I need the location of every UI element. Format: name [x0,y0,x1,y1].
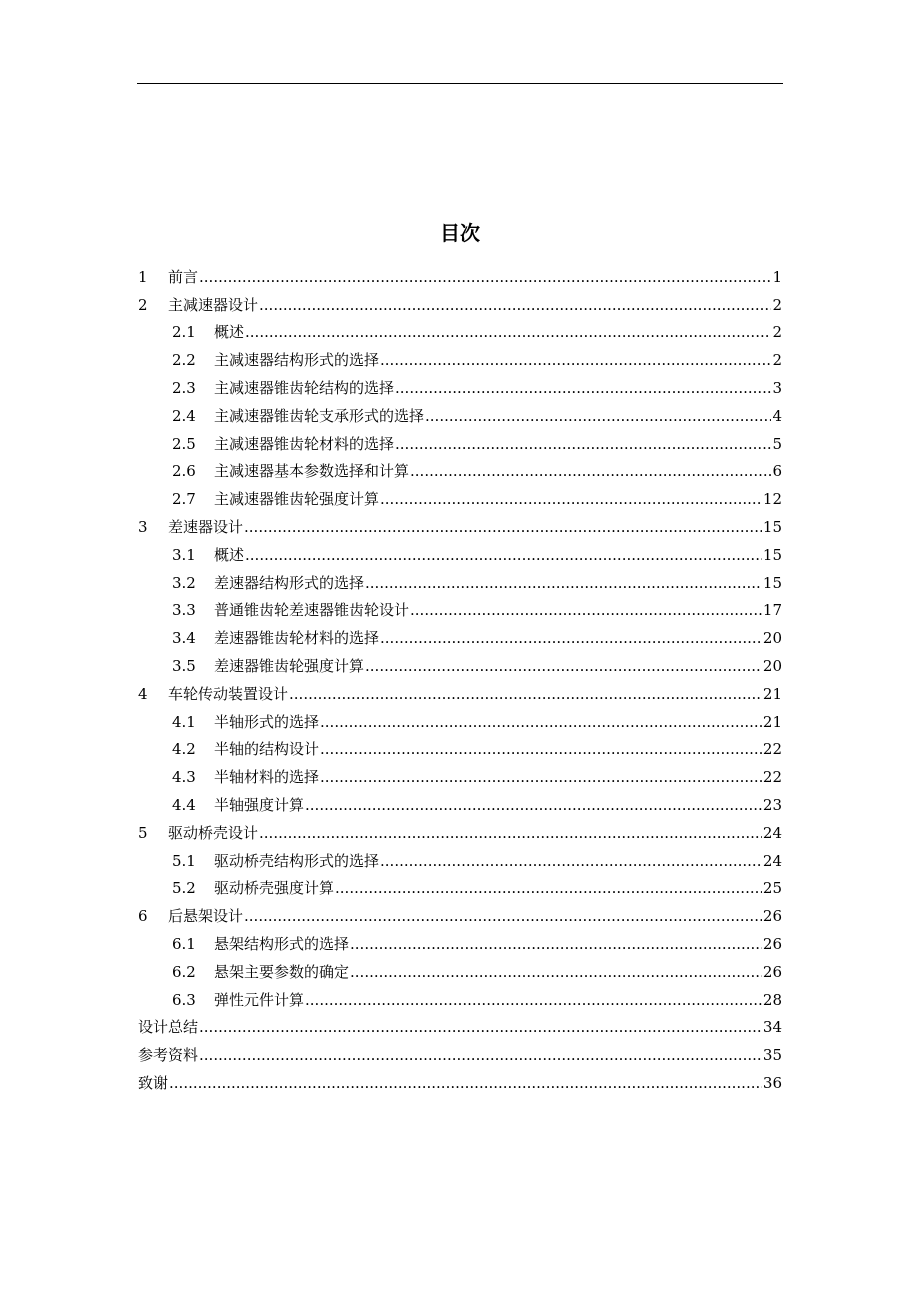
toc-entry-number: 2.5 [172,434,196,453]
toc-entry-page-number: 2 [772,323,782,342]
toc-dot-leader [380,490,762,508]
toc-dot-leader [380,852,762,870]
toc-dot-leader [350,963,762,981]
toc-entry-title: 设计总结 [138,1018,199,1037]
toc-entry[interactable] [138,953,782,981]
toc-entry-page-number: 26 [762,962,782,981]
toc-entry-page-number: 2 [772,295,782,314]
toc-entry-number: 3.5 [172,656,196,675]
toc-dot-leader [410,601,762,619]
toc-entry-title: 差速器设计 [168,517,244,536]
toc-entry-number: 3.4 [172,629,196,648]
toc-entry-page-number: 22 [762,740,782,759]
toc-entry-page-number: 5 [772,434,782,453]
toc-entry-title: 半轴的结构设计 [214,740,320,759]
toc-entry[interactable] [138,425,782,453]
toc-entry-number: 6.3 [172,990,196,1009]
toc-entry-page-number: 12 [762,490,782,509]
toc-entry[interactable] [138,786,782,814]
toc-dot-leader [244,907,762,925]
toc-entry[interactable] [138,647,782,675]
toc-dot-leader [365,657,762,675]
toc-dot-leader [305,991,762,1009]
toc-entry-title: 普通锥齿轮差速器锥齿轮设计 [214,601,410,620]
toc-entry-number: 3 [138,517,148,536]
toc-dot-leader [199,268,771,286]
toc-entry-page-number: 21 [762,684,782,703]
toc-entry-page-number: 24 [762,851,782,870]
toc-title: 目次 [440,221,480,245]
toc-entry[interactable] [138,1036,782,1064]
toc-entry-page-number: 15 [762,573,782,592]
toc-entry[interactable] [138,703,782,731]
toc-entry-page-number: 1 [772,267,782,286]
toc-entry-title: 后悬架设计 [168,907,244,926]
toc-entry[interactable] [138,675,782,703]
toc-entry[interactable] [138,897,782,925]
toc-entry-title: 差速器结构形式的选择 [214,573,365,592]
toc-entry[interactable] [138,508,782,536]
toc-dot-leader [410,462,771,480]
toc-entry-page-number: 21 [762,712,782,731]
toc-entry[interactable] [138,536,782,564]
toc-entry-number: 4.3 [172,768,196,787]
toc-entry-title: 驱动桥壳设计 [168,823,259,842]
toc-entry[interactable] [138,1064,782,1092]
toc-entry-page-number: 15 [762,517,782,536]
toc-entry-title: 主减速器设计 [168,295,259,314]
toc-entry-page-number: 17 [762,601,782,620]
toc-entry-page-number: 23 [762,795,782,814]
toc-entry[interactable] [138,758,782,786]
toc-entry-number: 2 [138,295,148,314]
toc-entry[interactable] [138,814,782,842]
toc-entry-page-number: 26 [762,907,782,926]
toc-entry[interactable] [138,258,782,286]
toc-entry-number: 4.4 [172,795,196,814]
toc-entry-number: 4.1 [172,712,196,731]
toc-entry-page-number: 22 [762,768,782,787]
toc-entry-title: 驱动桥壳结构形式的选择 [214,851,380,870]
toc-entry[interactable] [138,731,782,759]
toc-dot-leader [395,435,771,453]
toc-dot-leader [395,379,771,397]
toc-entry[interactable] [138,453,782,481]
toc-list [138,258,782,1092]
toc-dot-leader [320,740,762,758]
toc-dot-leader [380,629,762,647]
toc-entry-title: 弹性元件计算 [214,990,305,1009]
toc-entry[interactable] [138,564,782,592]
toc-entry-title: 致谢 [138,1073,169,1092]
toc-entry-number: 4 [138,684,148,703]
toc-dot-leader [245,546,762,564]
toc-entry[interactable] [138,619,782,647]
toc-entry-title: 半轴强度计算 [214,795,305,814]
toc-entry-page-number: 2 [772,351,782,370]
toc-entry-title: 主减速器锥齿轮材料的选择 [214,434,395,453]
toc-entry-page-number: 26 [762,934,782,953]
toc-entry[interactable] [138,369,782,397]
toc-dot-leader [320,713,762,731]
toc-entry-title: 差速器锥齿轮材料的选择 [214,629,380,648]
toc-entry-number: 3.1 [172,545,196,564]
toc-entry-title: 前言 [168,267,199,286]
toc-dot-leader [335,879,762,897]
toc-entry-page-number: 25 [762,879,782,898]
toc-entry-number: 2.4 [172,406,196,425]
toc-entry-page-number: 34 [762,1018,782,1037]
toc-entry-number: 1 [138,267,148,286]
toc-entry-number: 4.2 [172,740,196,759]
toc-entry-number: 3.2 [172,573,196,592]
toc-entry-number: 5.2 [172,879,196,898]
toc-entry-title: 主减速器锥齿轮支承形式的选择 [214,406,425,425]
toc-entry[interactable] [138,286,782,314]
toc-dot-leader [289,685,762,703]
toc-entry-page-number: 28 [762,990,782,1009]
toc-entry-title: 车轮传动装置设计 [168,684,289,703]
toc-entry-page-number: 36 [762,1073,782,1092]
toc-entry-title: 主减速器基本参数选择和计算 [214,462,410,481]
toc-dot-leader [169,1074,762,1092]
toc-entry-page-number: 4 [772,406,782,425]
toc-entry-number: 6.2 [172,962,196,981]
toc-entry-title: 半轴材料的选择 [214,768,320,787]
toc-dot-leader [365,574,762,592]
toc-entry-number: 2.6 [172,462,196,481]
toc-dot-leader [245,323,771,341]
toc-dot-leader [320,768,762,786]
toc-entry[interactable] [138,480,782,508]
toc-entry-title: 参考资料 [138,1046,199,1065]
toc-entry[interactable] [138,397,782,425]
toc-entry-title: 悬架结构形式的选择 [214,934,350,953]
toc-dot-leader [350,935,762,953]
toc-entry-page-number: 20 [762,656,782,675]
toc-entry-title: 差速器锥齿轮强度计算 [214,656,365,675]
toc-entry-title: 主减速器结构形式的选择 [214,351,380,370]
toc-entry-page-number: 20 [762,629,782,648]
toc-entry-title: 主减速器锥齿轮强度计算 [214,490,380,509]
toc-entry-title: 概述 [214,323,245,342]
toc-entry-title: 主减速器锥齿轮结构的选择 [214,378,395,397]
toc-entry-title: 概述 [214,545,245,564]
toc-dot-leader [199,1018,762,1036]
toc-dot-leader [425,407,771,425]
toc-entry[interactable] [138,842,782,870]
toc-entry-number: 2.2 [172,351,196,370]
toc-entry-title: 驱动桥壳强度计算 [214,879,335,898]
toc-entry-number: 5.1 [172,851,196,870]
toc-entry-number: 5 [138,823,148,842]
toc-dot-leader [305,796,762,814]
header-rule [137,83,783,84]
toc-dot-leader [259,824,762,842]
toc-dot-leader [259,296,771,314]
toc-entry-page-number: 15 [762,545,782,564]
toc-entry-number: 6 [138,907,148,926]
toc-entry-number: 6.1 [172,934,196,953]
toc-entry[interactable] [138,870,782,898]
toc-entry-number: 2.3 [172,378,196,397]
toc-entry-title: 悬架主要参数的确定 [214,962,350,981]
toc-dot-leader [380,351,771,369]
toc-entry[interactable] [138,341,782,369]
toc-entry-page-number: 3 [772,378,782,397]
toc-entry[interactable] [138,981,782,1009]
toc-entry-number: 3.3 [172,601,196,620]
toc-entry[interactable] [138,1009,782,1037]
toc-entry-page-number: 6 [772,462,782,481]
toc-entry[interactable] [138,314,782,342]
toc-entry-number: 2.7 [172,490,196,509]
toc-entry-page-number: 35 [762,1046,782,1065]
toc-entry-number: 2.1 [172,323,196,342]
toc-entry-title: 半轴形式的选择 [214,712,320,731]
toc-dot-leader [199,1046,762,1064]
toc-entry[interactable] [138,925,782,953]
toc-dot-leader [244,518,762,536]
toc-entry[interactable] [138,592,782,620]
toc-entry-page-number: 24 [762,823,782,842]
